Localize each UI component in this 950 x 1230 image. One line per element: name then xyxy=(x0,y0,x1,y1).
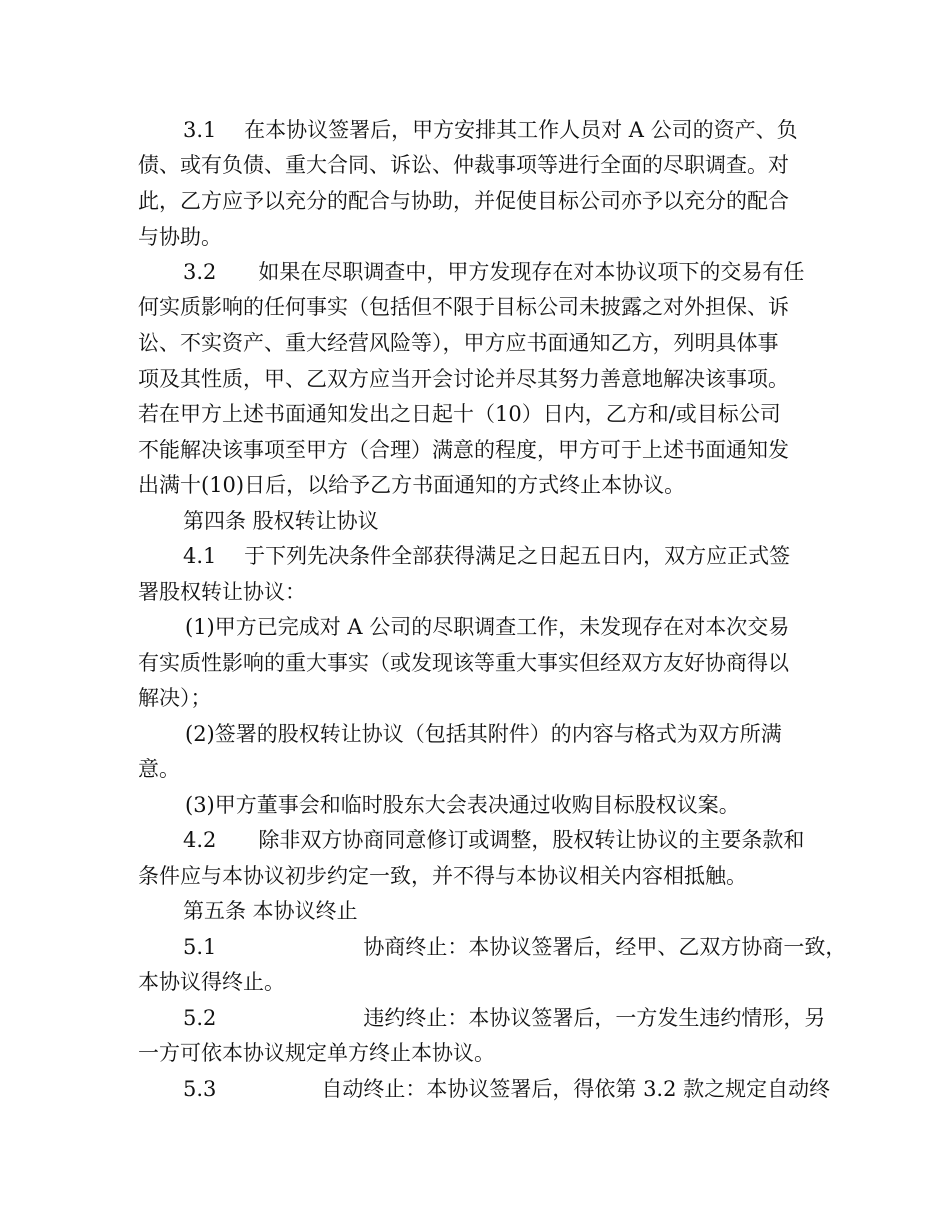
text-line: 3.2 如果在尽职调查中，甲方发现存在对本协议项下的交易有任 xyxy=(183,260,805,284)
text-line: (2)签署的股权转让协议（包括其附件）的内容与格式为双方所满 xyxy=(185,722,782,746)
text-line: 解决）； xyxy=(138,686,212,710)
text-line: 有实质性影响的重大事实（或发现该等重大事实但经双方友好协商得以 xyxy=(138,651,789,675)
text-line: 意。 xyxy=(138,757,180,781)
text-line: 5.1 协商终止：本协议签署后，经甲、乙双方协商一致， xyxy=(183,935,847,959)
text-line: 条件应与本协议初步约定一致，并不得与本协议相关内容相抵触。 xyxy=(138,864,747,888)
text-line: 此，乙方应予以充分的配合与协助，并促使目标公司亦予以充分的配合 xyxy=(138,189,789,213)
text-line: 5.2 违约终止：本协议签署后，一方发生违约情形，另 xyxy=(183,1006,826,1030)
text-line: 出满十(10)日后，以给予乙方书面通知的方式终止本协议。 xyxy=(138,473,686,497)
text-line: 4.2 除非双方协商同意修订或调整，股权转让协议的主要条款和 xyxy=(183,828,805,852)
text-line: 4.1 于下列先决条件全部获得满足之日起五日内，双方应正式签 xyxy=(183,544,791,568)
text-line: 3.1 在本协议签署后，甲方安排其工作人员对 A 公司的资产、负 xyxy=(183,118,798,142)
text-line: 本协议得终止。 xyxy=(138,970,285,994)
text-line: (3)甲方董事会和临时股东大会表决通过收购目标股权议案。 xyxy=(185,793,740,817)
text-line: 若在甲方上述书面通知发出之日起十（10）日内，乙方和/或目标公司 xyxy=(138,402,781,426)
text-line: 与协助。 xyxy=(138,225,222,249)
text-line: 一方可依本协议规定单方终止本协议。 xyxy=(138,1041,495,1065)
text-line: 不能解决该事项至甲方（合理）满意的程度，甲方可于上述书面通知发 xyxy=(138,438,789,462)
text-line: 署股权转让协议： xyxy=(138,580,306,604)
text-line: 何实质影响的任何事实（包括但不限于目标公司未披露之对外担保、诉 xyxy=(138,295,789,319)
section-heading: 第四条 股权转让协议 xyxy=(183,509,379,533)
text-line: 项及其性质，甲、乙双方应当开会讨论并尽其努力善意地解决该事项。 xyxy=(138,367,789,391)
text-line: (1)甲方已完成对 A 公司的尽职调查工作，未发现存在对本次交易 xyxy=(185,615,790,639)
text-line: 债、或有负债、重大合同、诉讼、仲裁事项等进行全面的尽职调查。对 xyxy=(138,153,789,177)
text-line: 5.3 自动终止：本协议签署后，得依第 3.2 款之规定自动终 xyxy=(183,1077,831,1101)
section-heading: 第五条 本协议终止 xyxy=(183,899,358,923)
text-line: 讼、不实资产、重大经营风险等），甲方应书面通知乙方，列明具体事 xyxy=(138,331,779,355)
